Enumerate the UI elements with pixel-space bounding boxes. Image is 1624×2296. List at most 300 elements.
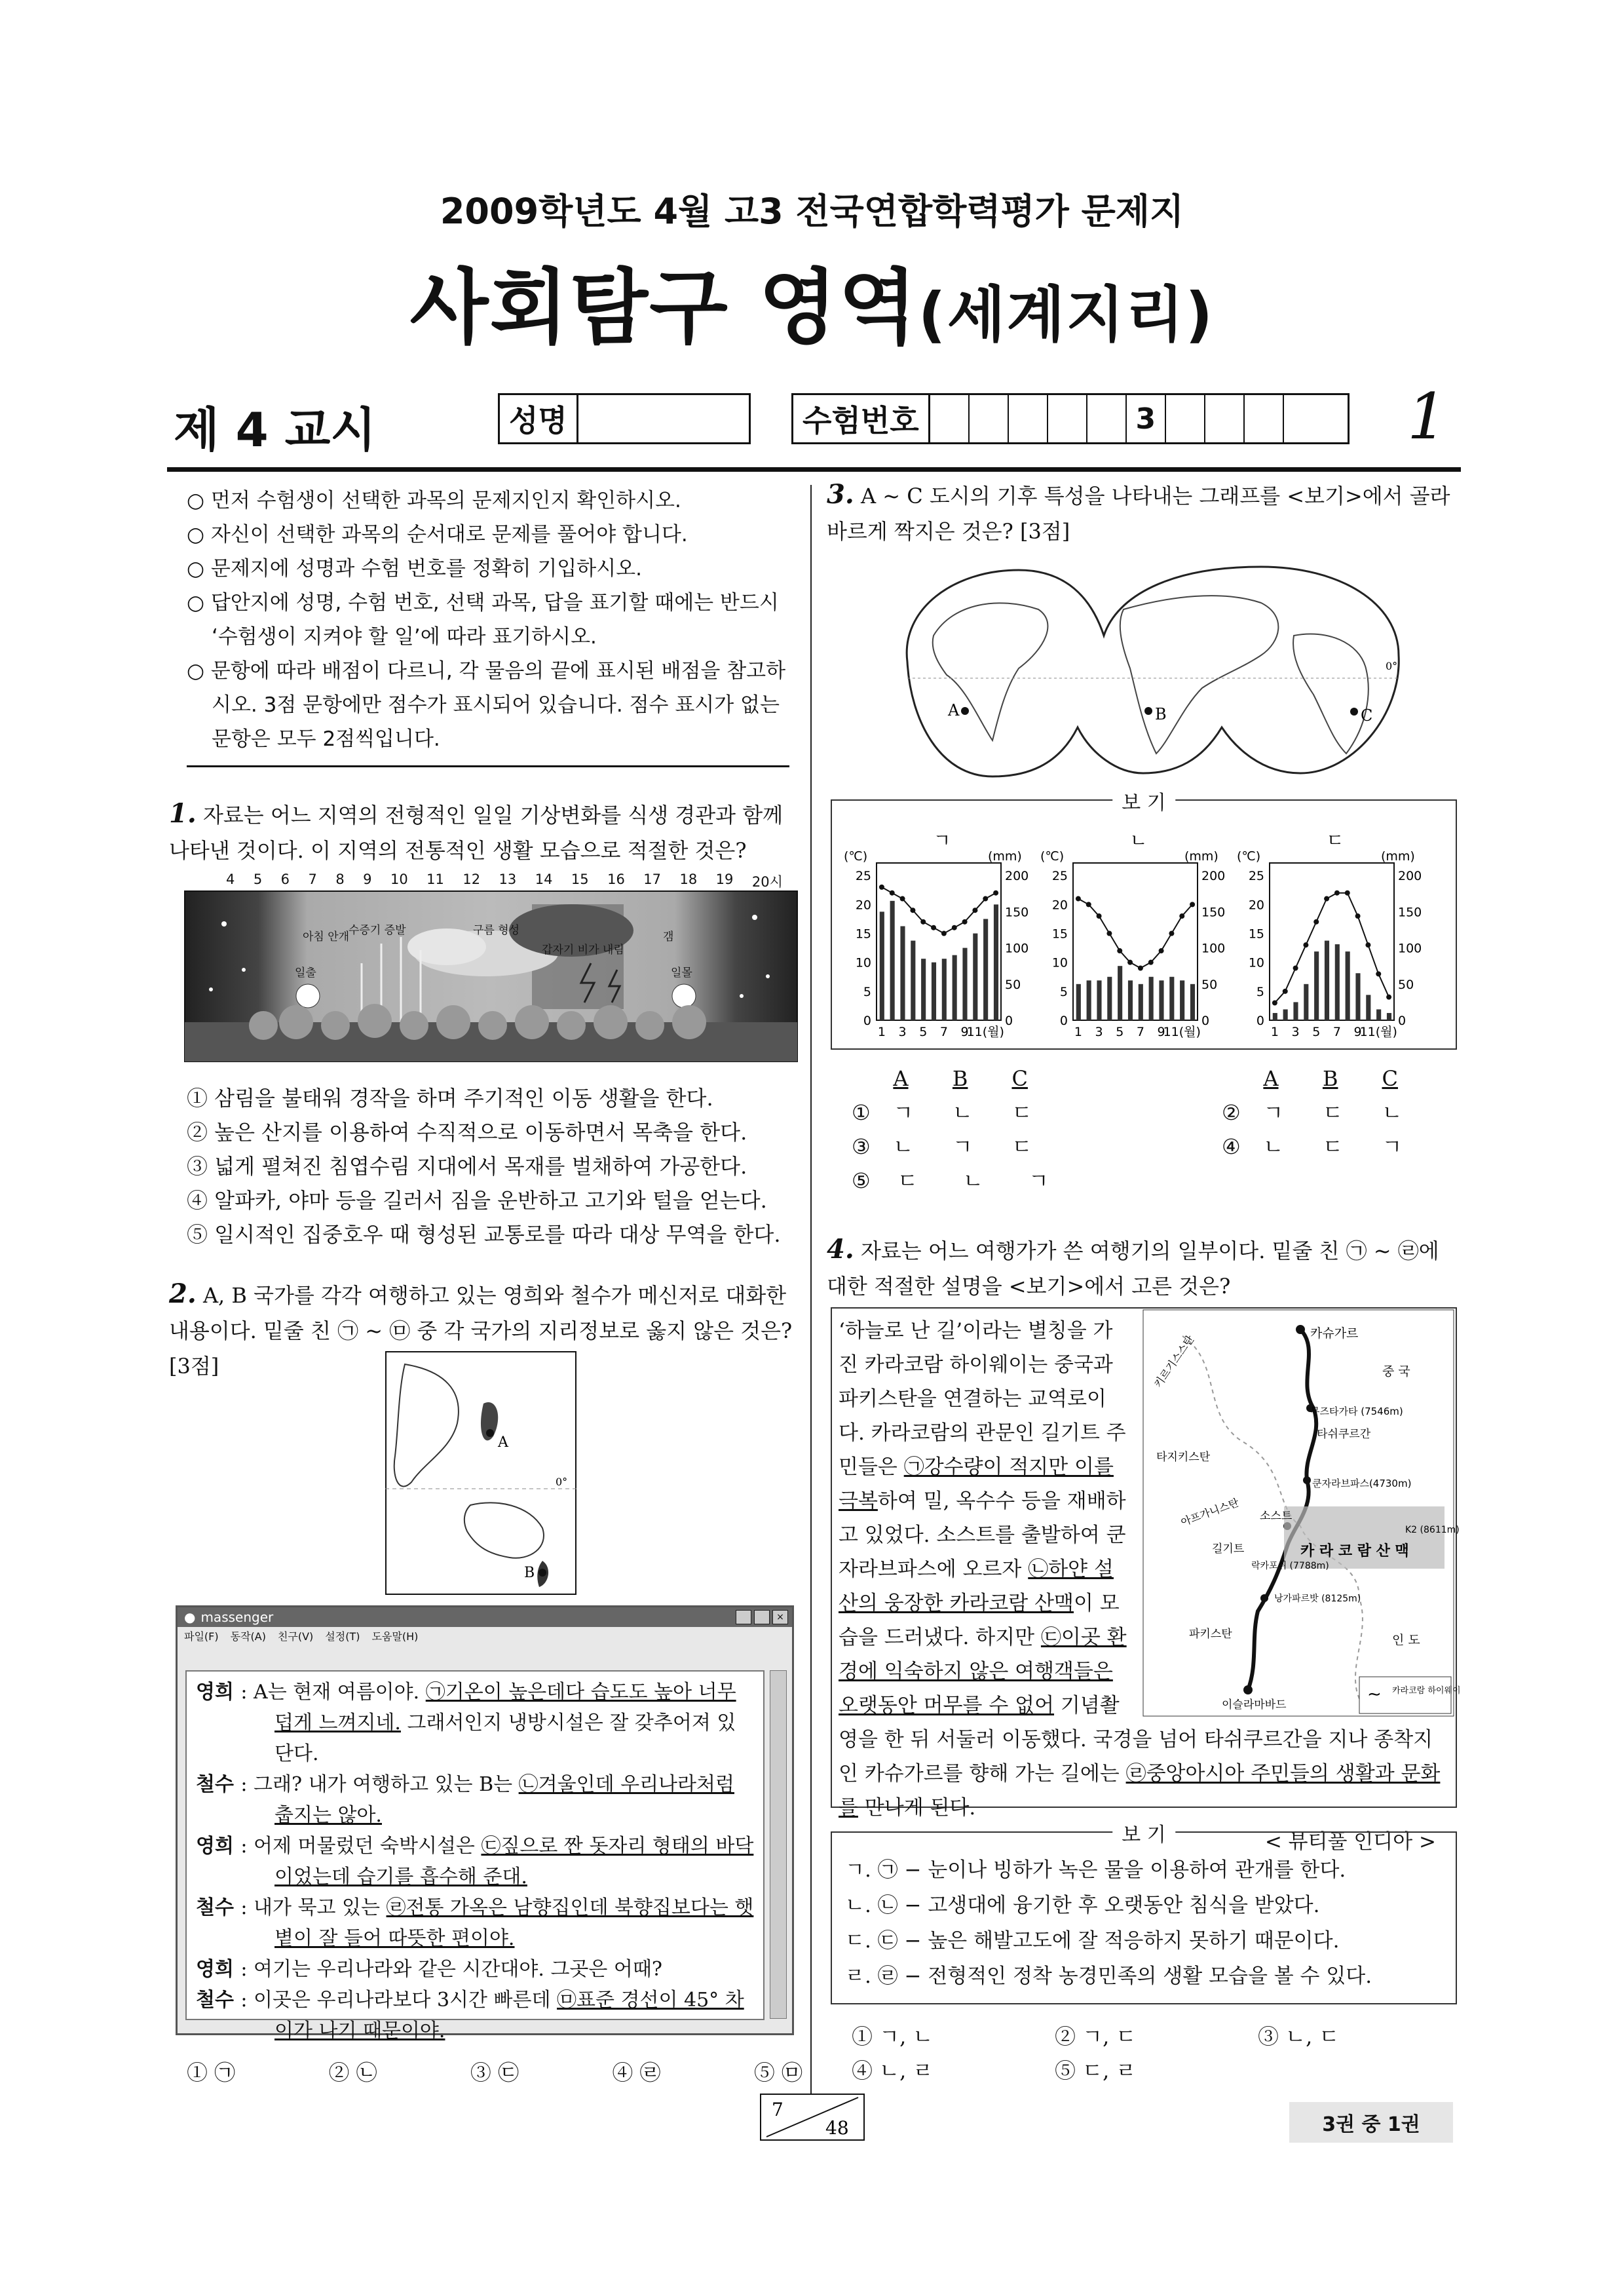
precip-bar [942, 959, 947, 1020]
question-4-stem [827, 1232, 1457, 1304]
answer-number[interactable]: ⑤ [852, 1168, 871, 1193]
temp-point [1106, 931, 1112, 936]
x-tick: 9 [960, 1025, 969, 1039]
exam-number-cell [1205, 395, 1245, 442]
menu-help[interactable]: 도움말(H) [371, 1630, 419, 1643]
option[interactable]: ③ 넓게 펼쳐진 침엽수림 지대에서 목재를 벌채하여 가공한다. [187, 1154, 747, 1179]
hour-tick: 6 [280, 871, 290, 887]
map-kashgar: 카슈가르 [1310, 1326, 1359, 1341]
x-tick: 7 [939, 1025, 948, 1039]
map-muztagh: 무즈타가타 (7546m) [1310, 1406, 1403, 1417]
answer-option[interactable]: ② ㄱ, ㄷ [1055, 2024, 1137, 2049]
instruction-item: ○ 먼저 수험생이 선택한 과목의 문제지인지 확인하시오. [187, 489, 681, 512]
chat-sender: 철수 [196, 1773, 241, 1796]
prec-tick: 200 [1398, 869, 1422, 884]
fig-label-evaporation: 수증기 증발 [349, 924, 406, 937]
precip-bar [1087, 980, 1091, 1020]
temp-tick: 0 [1059, 1014, 1068, 1028]
temp-tick: 15 [1051, 927, 1068, 942]
chart-frame [1270, 863, 1394, 1020]
boki-title: 보 기 [1112, 786, 1175, 815]
minimize-icon[interactable] [736, 1610, 751, 1624]
question-3-answers [852, 1062, 1441, 1198]
messenger-window [176, 1605, 794, 2042]
temp-line [882, 887, 996, 934]
hour-tick: 20시 [751, 874, 783, 890]
temp-point [983, 896, 988, 902]
boki-item: ㄴ. ㉡ − 고생대에 융기한 후 오랫동안 침식을 받았다. [845, 1894, 1320, 1917]
map-legend: 카라코람 하이웨이 [1392, 1686, 1461, 1696]
chat-text: : 어제 머물렀던 숙박시설은 [240, 1835, 482, 1858]
x-tick: 3 [1291, 1025, 1300, 1039]
climate-charts [832, 801, 1456, 1048]
passage-part: 이 모습을 드러냈다. 하지만 [839, 1592, 1120, 1649]
temp-point [931, 925, 936, 930]
temp-unit: (℃) [844, 849, 868, 864]
temp-point [1076, 896, 1081, 902]
temp-point [1324, 896, 1329, 902]
hour-tick: 5 [253, 871, 263, 887]
prec-tick: 0 [1005, 1014, 1013, 1028]
temp-tick: 10 [1248, 955, 1264, 970]
answer-head-cell: C [1382, 1066, 1398, 1091]
chat-text: : 여기는 우리나라와 같은 시간대야. 그곳은 어때? [240, 1958, 662, 1981]
x-tick: 9 [1353, 1025, 1362, 1039]
temp-unit: (℃) [1040, 849, 1065, 864]
answer-head-cell: B [952, 1066, 968, 1091]
precip-bar [1139, 984, 1143, 1020]
instruction-item: ○ 문제지에 성명과 수험 번호를 정확히 기입하시오. [187, 557, 642, 581]
prec-tick: 0 [1201, 1014, 1210, 1028]
answer-head-cell: A [893, 1066, 909, 1091]
temp-point [1138, 966, 1143, 971]
exam-number-label: 수험번호 [793, 395, 930, 442]
maximize-icon[interactable] [754, 1610, 770, 1624]
answer-number[interactable]: ① [852, 1100, 871, 1125]
x-tick: 3 [1095, 1025, 1103, 1039]
precip-bar [1107, 977, 1112, 1020]
precip-bar [1283, 1009, 1288, 1020]
prec-tick: 0 [1398, 1014, 1407, 1028]
prec-unit: (mm) [988, 849, 1022, 864]
chat-text: : 이곳은 우리나라보다 3시간 빠른데 [240, 1989, 557, 2012]
x-tick: 1 [1270, 1025, 1279, 1039]
menu-friends[interactable]: 친구(V) [277, 1630, 314, 1643]
hour-tick: 11 [426, 871, 444, 887]
chat-underline: ㉠기온이 높은데다 습도도 높아 너무 덥게 느껴지네. [274, 1681, 736, 1734]
world-map [894, 557, 1412, 783]
answer-cell: ㄴ [952, 1100, 973, 1125]
map-label-a: A [948, 701, 960, 719]
answer-head-cell: A [1263, 1066, 1279, 1091]
answer-row[interactable] [852, 1130, 1441, 1164]
temp-tick: 15 [855, 927, 871, 942]
chart-title: ㄱ [933, 830, 951, 851]
menu-settings[interactable]: 설정(T) [325, 1630, 360, 1643]
page-total: 48 [825, 2117, 849, 2139]
precip-bar [911, 941, 915, 1020]
messenger-menubar [178, 1627, 792, 1644]
menu-action[interactable]: 동작(A) [230, 1630, 266, 1643]
hour-tick: 4 [226, 871, 235, 887]
map-tajikistan: 타지키스탄 [1156, 1451, 1211, 1464]
x-tick: 11(월) [966, 1025, 1004, 1039]
question-text: A, B 국가를 각각 여행하고 있는 영희와 철수가 메신저로 대화한 내용이다. 밑줄 친 ㉠ ~ ㉤ 중 각 국가의 지리정보로 옳지 않은 것은? [3점] [169, 1283, 793, 1379]
chat-underline: ㉣전통 가옥은 남향집인데 북향집보다는 햇볕이 잘 들어 따뜻한 편이야. [274, 1896, 754, 1950]
temp-tick: 10 [1051, 955, 1068, 970]
map-pakistan: 파키스탄 [1189, 1628, 1232, 1641]
temp-tick: 5 [1256, 984, 1264, 999]
answer-cell: ㄴ [963, 1168, 983, 1193]
chat-message [196, 1831, 754, 1892]
hour-tick: 14 [535, 871, 553, 887]
answer-cell: ㄷ [1011, 1100, 1032, 1125]
temp-unit: (℃) [1237, 849, 1261, 864]
temp-point [1127, 960, 1133, 965]
hour-tick: 7 [308, 871, 317, 887]
answer-cell: ㄷ [1011, 1134, 1032, 1159]
chart-title: ㄴ [1129, 830, 1148, 851]
answer-cell: ㄱ [952, 1134, 973, 1159]
subject-title [0, 242, 1624, 359]
prec-unit: (mm) [1381, 849, 1415, 864]
answer-cell: ㄱ [1029, 1168, 1049, 1193]
answer-cell: ㄱ [1263, 1100, 1284, 1125]
answer-cell: ㄷ [1322, 1134, 1343, 1159]
answer-head-cell: C [1011, 1066, 1028, 1091]
prec-tick: 200 [1005, 869, 1029, 884]
answer-row[interactable] [852, 1096, 1441, 1130]
chat-message [196, 1677, 754, 1769]
answer-option[interactable]: ① ㄱ, ㄴ [852, 2024, 934, 2049]
precip-bar [1346, 951, 1350, 1020]
answer-option[interactable]: ③ ㉢ [470, 2060, 519, 2085]
chat-sender: 철수 [196, 1896, 241, 1919]
exam-number-cell [1245, 395, 1284, 442]
exam-header-line: 2009학년도 4월 고3 전국연합학력평가 문제지 [440, 191, 1184, 232]
precip-bar [1387, 1013, 1391, 1020]
question-number: 3. [827, 479, 854, 510]
precip-bar [1293, 1002, 1298, 1020]
question-number: 2. [169, 1278, 197, 1309]
hour-tick: 15 [571, 871, 589, 887]
answer-cell: ㄴ [1382, 1100, 1403, 1125]
messenger-icon: ● [184, 1609, 196, 1625]
temp-point [1376, 971, 1381, 976]
chat-message [196, 1769, 754, 1831]
answer-cell: ㄱ [1382, 1134, 1403, 1159]
chat-text: : 내가 묵고 있는 [240, 1896, 387, 1919]
exam-number-cell [1087, 395, 1127, 442]
highway-legend-icon: ∼ [1367, 1685, 1382, 1704]
instruction-item: ○ 문항에 따라 배점이 다르니, 각 물음의 끝에 표시된 배점을 참고하시오. 3점 문항에만 점수가 표시되어 있습니다. 점수 표시가 없는 문항은 모두 2점씩입니다. [187, 659, 786, 751]
map-label-b: B [1155, 705, 1167, 723]
answer-cell: ㄴ [893, 1134, 914, 1159]
chart-frame [877, 863, 1001, 1020]
precip-bar [900, 926, 905, 1020]
answer-cell: ㄷ [897, 1168, 918, 1193]
prec-tick: 50 [1005, 977, 1021, 992]
chat-area [185, 1670, 765, 2042]
notes-rule [187, 765, 789, 767]
map-rakaposhi: 락카포쉬 (7788m) [1251, 1561, 1329, 1571]
map-nanga: 낭가파르밧 (8125m) [1274, 1594, 1361, 1604]
fig-label-clear: 갬 [663, 930, 674, 944]
instructions [187, 484, 796, 756]
temp-point [1169, 931, 1174, 936]
precip-bar [890, 901, 895, 1020]
boki-item: ㄹ. ㉣ − 전형적인 정착 농경민족의 생활 모습을 볼 수 있다. [845, 1964, 1372, 1988]
prec-unit: (mm) [1184, 849, 1218, 864]
answer-number[interactable]: ④ [1222, 1134, 1241, 1159]
prec-tick: 150 [1005, 905, 1029, 920]
passage-part: 기념촬영을 한 뒤 서둘러 이동했다. 국경을 넘어 타쉬쿠르간을 지나 종착지인 카슈가르를 향해 가는 길에는 [839, 1694, 1433, 1786]
hour-tick: 13 [499, 871, 517, 887]
map-label-b: B [524, 1565, 535, 1581]
map-label-a: A [498, 1434, 508, 1451]
temp-point [962, 919, 968, 925]
chat-text: 그래서인지 냉방시설은 잘 갖추어져 있단다. [274, 1712, 736, 1765]
temp-tick: 20 [1051, 898, 1068, 913]
temp-line [1275, 893, 1389, 1003]
precip-bar [1314, 951, 1319, 1020]
name-label: 성명 [500, 395, 578, 442]
answer-option[interactable]: ⑤ ㄷ, ㄹ [1055, 2058, 1137, 2083]
map-sost: 소스트 [1260, 1510, 1293, 1523]
x-tick: 5 [1312, 1025, 1321, 1039]
temp-point [1272, 1001, 1277, 1006]
temp-point [1159, 948, 1164, 953]
x-tick: 5 [919, 1025, 928, 1039]
fig-label-sunrise: 일출 [295, 966, 316, 980]
x-tick: 5 [1116, 1025, 1124, 1039]
chat-log [187, 1672, 763, 2052]
temp-point [1086, 902, 1091, 907]
chat-message [196, 1954, 754, 1985]
boki-title: 보 기 [1112, 1818, 1175, 1847]
exam-number-cell: 3 [1127, 395, 1166, 442]
answer-head-cell: B [1322, 1066, 1338, 1091]
prec-tick: 150 [1398, 905, 1422, 920]
precip-bar [1325, 941, 1329, 1020]
temp-point [1345, 890, 1350, 896]
precip-bar [962, 948, 967, 1020]
precip-bar [1076, 984, 1081, 1020]
temp-point [1283, 989, 1288, 994]
instruction-item: ○ 자신이 선택한 과목의 순서대로 문제를 풀어야 합니다. [187, 523, 688, 546]
page-counter [760, 2094, 865, 2141]
hour-tick: 19 [715, 871, 734, 887]
karakoram-map [1143, 1310, 1461, 1716]
x-tick: 7 [1332, 1025, 1341, 1039]
exam-number-cell [1166, 395, 1205, 442]
precip-bar [1304, 984, 1308, 1020]
temp-point [1303, 942, 1308, 947]
temp-tick: 25 [1051, 869, 1068, 884]
hour-tick: 17 [643, 871, 662, 887]
x-tick: 3 [898, 1025, 907, 1039]
x-tick: 11(월) [1359, 1025, 1397, 1039]
option[interactable]: ④ 알파카, 야마 등을 길러서 짐을 운반하고 고기와 털을 얻는다. [187, 1188, 767, 1213]
precip-bar [1118, 966, 1122, 1020]
chart-title: ㄷ [1326, 830, 1344, 851]
temp-point [1334, 890, 1340, 896]
precip-bar [880, 911, 884, 1020]
temp-point [1148, 960, 1154, 965]
question-3-stem [827, 477, 1457, 549]
answer-option[interactable]: ③ ㄴ, ㄷ [1258, 2024, 1340, 2049]
map-karakoram: 카 라 코 람 산 맥 [1300, 1543, 1409, 1559]
x-tick: 7 [1136, 1025, 1144, 1039]
question-1-options [187, 1081, 803, 1252]
fig-label-sunset: 일몰 [671, 966, 692, 980]
fig-label-cloud: 구름 형성 [473, 924, 520, 937]
hour-tick: 16 [607, 871, 625, 887]
map-islamabad: 이슬라마바드 [1222, 1698, 1287, 1712]
precip-bar [1355, 973, 1360, 1020]
question-text: 자료는 어느 지역의 전형적인 일일 기상변화를 식생 경관과 함께 나타낸 것이다. 이 지역의 전통적인 생활 모습으로 적절한 것은? [169, 803, 784, 863]
exam-number-box[interactable] [791, 393, 1350, 444]
passage-part: ‘하늘로 난 길’이라는 별칭을 가진 카라코람 하이웨이는 중국과 파키스탄을 연결하는 교역로이다. 카라코람의 관문인 길기트 주민들은 [839, 1319, 1126, 1479]
chat-underline: ㉤표준 경선이 45° 차이가 나기 때문이야. [274, 1989, 744, 2042]
precip-bar [1128, 980, 1133, 1020]
answer-cell: ㄱ [893, 1100, 914, 1125]
temp-tick: 5 [1059, 984, 1068, 999]
precip-bar [1376, 1009, 1381, 1020]
prec-tick: 100 [1005, 941, 1029, 956]
exam-number-cell [1048, 395, 1087, 442]
answer-option[interactable]: ⑤ ㉤ [753, 2060, 803, 2085]
option[interactable]: ② 높은 산지를 이용하여 수직적으로 이동하면서 목축을 한다. [187, 1120, 747, 1145]
answer-cell: ㄴ [1263, 1134, 1284, 1159]
temp-tick: 20 [1248, 898, 1264, 913]
question-number: 1. [169, 798, 197, 829]
fig-label-rain: 갑자기 비가 내림 [542, 944, 624, 957]
chat-underline: ㉡겨울인데 우리나라처럼 춥지는 않아. [274, 1773, 734, 1827]
chat-underline: ㉢짚으로 짠 돗자리 형태의 바닥이었는데 습기를 흡수해 준대. [274, 1835, 754, 1888]
answer-row[interactable] [852, 1164, 1441, 1198]
exam-number-cell [1009, 395, 1048, 442]
precip-bar [1335, 944, 1340, 1020]
x-tick: 11(월) [1163, 1025, 1201, 1039]
temp-point [1386, 995, 1391, 1000]
map-label-equator: 0° [556, 1476, 568, 1488]
option[interactable]: ① 삼림을 불태워 경작을 하며 주기적인 이동 생활을 한다. [187, 1086, 713, 1111]
map-kyrgyzstan: 키르기스스탄 [1151, 1333, 1197, 1390]
subject-title-sub: (세계지리) [918, 280, 1215, 350]
map-gilgit: 길기트 [1212, 1542, 1245, 1556]
temp-point [920, 919, 926, 925]
temp-point [1179, 913, 1184, 919]
precip-bar [973, 934, 977, 1020]
exam-number-cell [930, 395, 970, 442]
question-2-answers [187, 2056, 803, 2086]
chat-text: : 그래? 내가 여행하고 있는 B는 [240, 1773, 519, 1796]
chat-message [196, 1892, 754, 1954]
precip-bar [1169, 977, 1174, 1020]
underline-b: ㉡하얀 설산의 웅장한 카라코람 산맥 [839, 1558, 1114, 1615]
precip-bar [932, 963, 936, 1020]
temp-tick: 20 [855, 898, 871, 913]
option[interactable]: ⑤ 일시적인 집중호우 때 형성된 교통로를 따라 대상 무역을 한다. [187, 1222, 781, 1247]
source: < 뷰티풀 인디아 > [1264, 1830, 1436, 1854]
passage-part: 하여 밀, 옥수수 등을 재배하고 있었다. 소스트를 출발하여 쿤자라브파스에 오르자 [839, 1489, 1126, 1581]
temp-point [952, 925, 957, 930]
question-number: 4. [827, 1234, 854, 1265]
prec-tick: 100 [1201, 941, 1226, 956]
answer-number[interactable]: ② [1222, 1100, 1241, 1125]
temp-point [1313, 919, 1319, 925]
passage-part: 만나게 된다. [858, 1796, 976, 1820]
temp-point [1097, 913, 1102, 919]
underline-d: ㉣중앙아시아 주민들의 생활과 문화를 [839, 1762, 1441, 1820]
chat-sender: 철수 [196, 1989, 241, 2012]
temp-point [941, 931, 947, 936]
chat-text: : A는 현재 여름이야. [240, 1681, 426, 1704]
answer-cell: ㄷ [1322, 1100, 1343, 1125]
hour-tick: 9 [363, 871, 372, 887]
precip-bar [1097, 980, 1101, 1020]
temp-point [1190, 902, 1195, 907]
temp-tick: 25 [855, 869, 871, 884]
fig-label-fog: 아침 안개 [303, 930, 350, 944]
answer-option[interactable]: ① ㉠ [187, 2060, 236, 2085]
answer-number[interactable]: ③ [852, 1134, 871, 1159]
hour-tick: 12 [463, 871, 481, 887]
temp-line [1078, 899, 1192, 968]
temp-tick: 15 [1248, 927, 1264, 942]
answer-option[interactable]: ② ㉡ [328, 2060, 377, 2085]
answer-header [852, 1062, 1441, 1096]
temp-point [993, 890, 998, 896]
chat-sender: 영희 [196, 1681, 241, 1704]
prec-tick: 150 [1201, 905, 1226, 920]
chat-message [196, 1985, 754, 2046]
underline-a: ㉠강수량이 적지만 이를 극복 [839, 1455, 1114, 1513]
q3-boki-panel [831, 792, 1457, 1050]
name-box[interactable] [498, 393, 751, 444]
exam-number-cell [970, 395, 1009, 442]
prec-tick: 100 [1398, 941, 1422, 956]
temp-point [879, 885, 884, 890]
prec-tick: 200 [1201, 869, 1226, 884]
chat-scrollbar[interactable] [770, 1670, 787, 2019]
subject-title-main: 사회탐구 영역 [409, 261, 918, 355]
temp-tick: 25 [1248, 869, 1264, 884]
period-label: 제 4 교시 [174, 402, 376, 457]
hour-tick: 18 [679, 871, 698, 887]
volume-badge: 3권 중 1권 [1289, 2102, 1453, 2143]
question-1-stem [169, 796, 798, 868]
instruction-item: ○ 답안지에 성명, 수험 번호, 선택 과목, 답을 표기할 때에는 반드시 ‘수험생이 지켜야 할 일’에 따라 표기하시오. [187, 591, 779, 649]
question-4-answers [852, 2019, 1441, 2088]
hour-axis [226, 871, 783, 891]
boki-item: ㄷ. ㉢ − 높은 해발고도에 잘 적응하지 못하기 때문이다. [845, 1929, 1340, 1953]
precip-bar [1159, 980, 1163, 1020]
prec-tick: 50 [1201, 977, 1218, 992]
boki-item: ㄱ. ㉠ − 눈이나 빙하가 녹은 물을 이용하여 관개를 한다. [845, 1858, 1346, 1882]
map-k2: K2 (8611m) [1405, 1525, 1460, 1535]
answer-option[interactable]: ④ ㉣ [612, 2060, 661, 2085]
temp-point [900, 896, 905, 902]
prec-tick: 50 [1398, 977, 1414, 992]
menu-file[interactable]: 파일(F) [184, 1630, 219, 1643]
precip-bar [994, 904, 998, 1020]
close-icon[interactable]: × [772, 1610, 788, 1624]
chat-sender: 영희 [196, 1958, 241, 1981]
precip-bar [953, 955, 957, 1020]
answer-option[interactable]: ④ ㄴ, ㄹ [852, 2058, 934, 2083]
